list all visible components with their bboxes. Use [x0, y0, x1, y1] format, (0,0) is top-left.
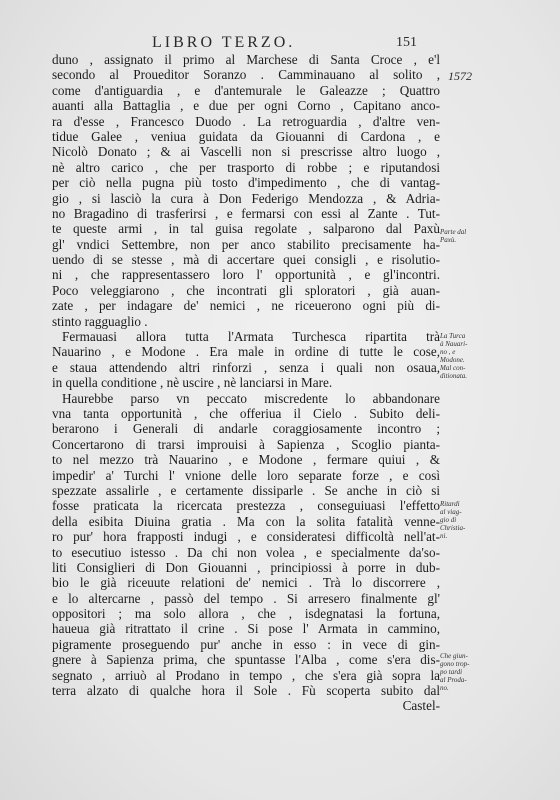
text-line: gnere à Sapienza prima, che spuntasse l'Alba , come s'era dis-	[52, 652, 440, 668]
text-line: bio le già riceuute relationi de' nemici . Trà lo discorrere ,	[52, 575, 440, 591]
text-line: duno , assignato il primo al Marchese di Santa Croce , e'l	[52, 52, 440, 67]
text-line: spezzate assalirle , e certamente dissiparle . Se anche in ciò si	[52, 482, 440, 498]
text-line: haueua già ritrattato il crine . Si pose l' Armata in cammino,	[52, 621, 440, 637]
margin-note-line: Ritardi	[440, 500, 460, 508]
margin-note-line: La Turca	[440, 332, 466, 340]
margin-note-line: Christia-	[440, 524, 466, 532]
text-line: impedir' a' Turchi l' vnione delle loro separate forze , e così	[52, 467, 440, 483]
text-line: Poco veleggiarono , che incontrati gli sploratori , già auan-	[52, 282, 440, 298]
catchword: Castel-	[402, 698, 440, 714]
margin-note-line: gono trop-	[440, 660, 470, 668]
margin-year: 1572	[448, 69, 472, 83]
text-line: no Bragadino di trasferirsi , e fermarsi con essi al Zante . Tut-	[52, 205, 440, 221]
text-line: Haurebbe parso vn peccato miscredente lo abbandonare	[62, 390, 440, 406]
margin-note-line: no.	[440, 684, 449, 692]
text-line: ro pur' hora frapposti indugi , e consideratesi difficoltà nell'at-	[52, 529, 440, 545]
text-line: Nicolò Donato ; & ai Vascelli non si prescrisse altro luogo ,	[52, 144, 440, 160]
text-line: auanti alla Battaglia , e due per ogni Corno , Capitano anco-	[52, 98, 440, 114]
text-line: terra alzato di qualche hora il Sole . Fù scoperta subito dal	[52, 683, 440, 699]
margin-note-line: Paxù.	[440, 236, 457, 244]
margin-note-line: al viag-	[440, 508, 462, 516]
text-line: oppositori ; ma solo allora , che , isdegnatasi la fortuna,	[52, 606, 440, 622]
text-line: e lo altercarne , passò del tempo . Si arresero finalmente gl'	[52, 590, 440, 606]
margin-note-line: à Nauari-	[440, 340, 468, 348]
text-line: berarono i Generali di andarle coraggiosamente incontro ;	[52, 421, 440, 437]
text-line: te queste armi , in tal guisa regolate , salparono dal Paxù	[52, 221, 440, 237]
text-line: to nel mezzo trà Nauarino , e Modone , fermare quiui , &	[52, 452, 440, 468]
margin-note	[440, 652, 492, 692]
margin-note	[440, 332, 492, 380]
margin-note	[440, 500, 492, 540]
margin-note-line: Modone.	[440, 356, 465, 364]
text-line: pigramente proseguendo pur' anche in esso : in vece di gin-	[52, 636, 440, 652]
page-header	[0, 34, 560, 54]
margin-note-line: Mal con-	[440, 364, 466, 372]
text-line: Fermauasi allora tutta l'Armata Turchesca ripartita trà	[62, 329, 440, 345]
text-line: tidue Galee , veniua guidata da Giouanni di Cardona , e	[52, 128, 440, 144]
margin-note-line: Che giun-	[440, 652, 468, 660]
text-line: nè altro carico , che per trasporto di robbe ; e riputandosi	[52, 159, 440, 175]
text-line: gl' vndici Settembre, non per anco stabilito precisamente ha-	[52, 236, 440, 252]
margin-note-line: ditionata.	[440, 372, 468, 380]
text-line: per ciò nella pugna più tosto d'impedimento , che di vantag-	[52, 175, 440, 191]
margin-note-line: no , e	[440, 348, 456, 356]
text-line: ra d'esse , Francesco Duodo . La retroguardia , d'altre ven-	[52, 113, 440, 129]
page-number: 151	[396, 35, 417, 50]
text-line: stinto ragguaglio .	[52, 313, 148, 329]
text-line: Nauarino , e Modone . Era male in ordine di tutte le cose,	[52, 344, 440, 360]
margin-note-line: Parte dal	[440, 228, 467, 236]
text-line: liti Consiglieri di Don Giouanni , principiossi à porre in dub-	[52, 559, 440, 575]
text-line: della esibita Diuina gratia . Ma con la solita fatalità venne-	[52, 513, 440, 529]
margin-note-line: ni.	[440, 532, 448, 540]
text-line: vna tanta opportunità , che offeriua il Cielo . Subito deli-	[52, 405, 440, 421]
text-line: segnato , arriuò al Prodano in tempo , che s'era già sopra la	[52, 667, 440, 683]
text-line: uendo di se stesse , mà di accertare quei consigli , e risolutio-	[52, 252, 440, 268]
text-line: ni , che rappresentassero loro l' opportunità , e gl'incontri.	[52, 267, 440, 283]
margin-note-line: al Proda-	[440, 676, 467, 684]
body-text	[52, 52, 440, 714]
text-line: fosse praticata la ricercata prestezza , conseguiuasi l'effetto	[52, 498, 440, 514]
text-line: come d'antiguardia , e d'antemurale le Galeazze ; Quattro	[52, 82, 440, 98]
margin-note-line: gio di	[440, 516, 457, 524]
text-line: to esecutiuo istesso . Da chi non volea , e specialmente da'so-	[52, 544, 440, 560]
text-line: gio , si lasciò la cura à Don Federigo Mendozza , & Adria-	[52, 190, 440, 206]
text-line: zate , per indagare de' nemici , ne riceuerono ogni più di-	[52, 298, 440, 314]
running-title: LIBRO TERZO.	[152, 34, 296, 51]
margin-note-line: po tardi	[440, 668, 463, 676]
text-line: Concertarono di trarsi improuisi à Sapienza , Scoglio pianta-	[52, 436, 440, 452]
text-line: e staua attendendo altri rinforzi , senza i quali non osaua,	[52, 359, 440, 375]
text-line: secondo al Proueditor Soranzo . Camminauano al solito ,	[52, 67, 440, 83]
margin-note	[440, 228, 492, 244]
text-line: in quella conditione , nè uscire , nè lanciarsi in Mare.	[52, 375, 333, 391]
